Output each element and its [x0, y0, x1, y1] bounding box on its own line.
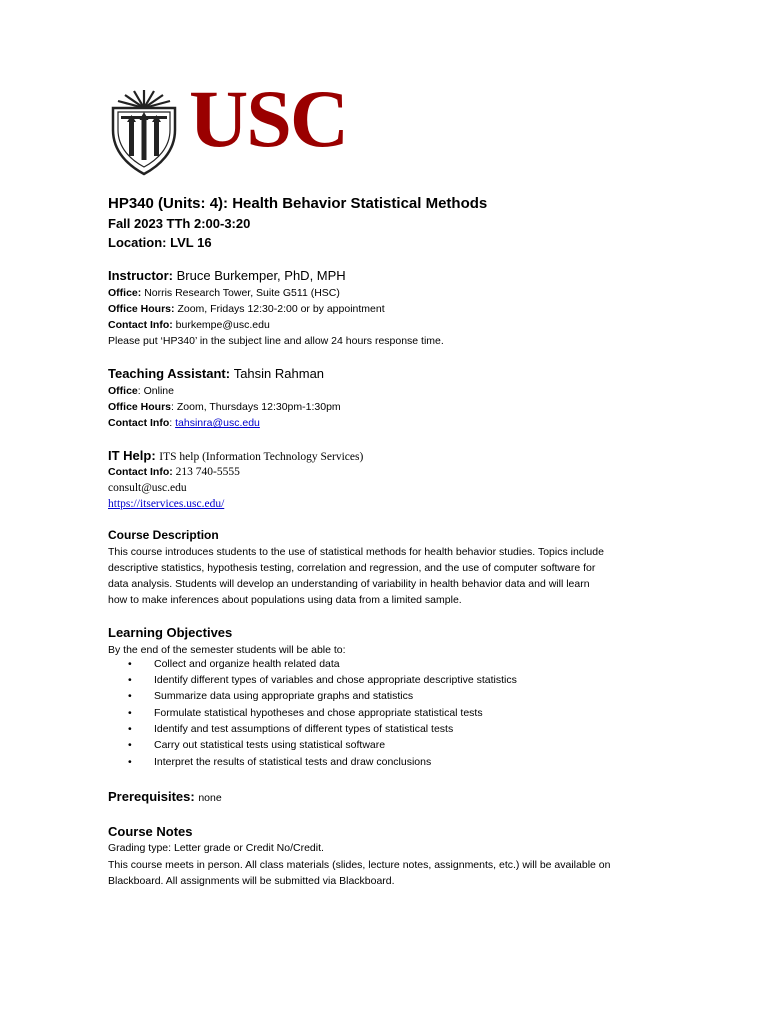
- it-phone: 213 740-5555: [175, 466, 240, 478]
- ta-hours-label: Office Hours: [108, 401, 172, 413]
- objective-text: Summarize data using appropriate graphs and statistics: [154, 690, 414, 702]
- prereq-label: Prerequisites:: [108, 789, 195, 804]
- it-value: ITS help (Information Technology Services): [159, 451, 364, 463]
- bullet: •: [128, 756, 132, 768]
- bullet: •: [128, 739, 132, 751]
- it-url: [108, 496, 224, 512]
- it-contact-label: Contact Info:: [108, 466, 173, 478]
- notes-line: Grading type: Letter grade or Credit No/Credit.: [108, 842, 324, 854]
- notes-line: This course meets in person. All class materials (slides, lecture notes, assignments, etc.) will be available on: [108, 859, 611, 871]
- it-heading: [108, 448, 363, 463]
- usc-logo-text: USC: [189, 73, 348, 164]
- course-location: [108, 235, 212, 250]
- instructor-hours-value: Zoom, Fridays 12:30-2:00 or by appointment: [177, 303, 385, 315]
- ta-contact: [108, 415, 260, 431]
- instructor-hours: [108, 301, 385, 317]
- it-label: IT Help:: [108, 448, 156, 463]
- instructor-hours-label: Office Hours:: [108, 303, 175, 315]
- bullet: •: [128, 707, 132, 719]
- ta-office-value: : Online: [137, 385, 174, 397]
- description-line: data analysis. Students will develop an understanding of variability in health behavior data and will learn: [108, 578, 590, 590]
- instructor-note: Please put ‘HP340’ in the subject line and allow 24 hours response time.: [108, 335, 444, 347]
- bullet: •: [128, 690, 132, 702]
- course-title: HP340 (Units: 4): Health Behavior Statistical Methods: [108, 195, 488, 212]
- usc-seal-icon: [109, 88, 179, 176]
- prereq-heading: [108, 789, 222, 804]
- objective-text: Carry out statistical tests using statistical software: [154, 739, 386, 751]
- it-contact: [108, 464, 240, 480]
- ta-contact-label: Contact Info: [108, 417, 170, 429]
- it-email: consult@usc.edu: [108, 482, 187, 494]
- ta-office-label: Office: [108, 385, 138, 397]
- ta-name: Tahsin Rahman: [233, 366, 325, 381]
- description-line: how to make inferences about populations using data from a limited sample.: [108, 594, 462, 606]
- description-line: This course introduces students to the use of statistical methods for health behavior studies. Topics include: [108, 546, 604, 558]
- instructor-office-label: Office:: [108, 287, 142, 299]
- bullet: •: [128, 658, 132, 670]
- objective-text: Formulate statistical hypotheses and chose appropriate statistical tests: [154, 707, 483, 719]
- ta-hours-value: : Zoom, Thursdays 12:30pm-1:30pm: [171, 401, 341, 413]
- instructor-contact-label: Contact Info:: [108, 319, 173, 331]
- ta-hours: [108, 399, 341, 415]
- ta-office: [108, 383, 174, 399]
- ta-heading: [108, 366, 324, 381]
- objective-text: Identify and test assumptions of different types of statistical tests: [154, 723, 454, 735]
- objective-text: Collect and organize health related data: [154, 658, 340, 670]
- prereq-value: none: [198, 792, 222, 804]
- ta-label: Teaching Assistant:: [108, 366, 231, 381]
- instructor-label: Instructor:: [108, 268, 173, 283]
- objective-text: Identify different types of variables and chose appropriate descriptive statistics: [154, 674, 517, 686]
- notes-line: Blackboard. All assignments will be submitted via Blackboard.: [108, 875, 395, 887]
- objectives-heading: Learning Objectives: [108, 625, 233, 640]
- usc-logo: [109, 73, 348, 178]
- it-url-link[interactable]: https://itservices.usc.edu/: [108, 498, 225, 510]
- course-term: Fall 2023 TTh 2:00-3:20: [108, 216, 251, 231]
- ta-email-link[interactable]: tahsinra@usc.edu: [175, 417, 260, 429]
- instructor-contact: [108, 317, 270, 333]
- notes-heading: Course Notes: [108, 824, 193, 839]
- instructor-office-value: Norris Research Tower, Suite G511 (HSC): [144, 287, 340, 299]
- objectives-intro: By the end of the semester students will be able to:: [108, 644, 346, 656]
- instructor-name: Bruce Burkemper, PhD, MPH: [176, 268, 346, 283]
- instructor-email: burkempe@usc.edu: [175, 319, 270, 331]
- bullet: •: [128, 723, 132, 735]
- location-label: Location:: [108, 235, 167, 250]
- objective-text: Interpret the results of statistical tests and draw conclusions: [154, 756, 432, 768]
- description-line: descriptive statistics, hypothesis testing, correlation and regression, and the use of computer software for: [108, 562, 596, 574]
- bullet: •: [128, 674, 132, 686]
- instructor-office: [108, 285, 340, 301]
- location-value: LVL 16: [170, 235, 212, 250]
- description-heading: Course Description: [108, 528, 219, 542]
- instructor-heading: [108, 268, 346, 283]
- ta-contact-sep: :: [169, 417, 176, 429]
